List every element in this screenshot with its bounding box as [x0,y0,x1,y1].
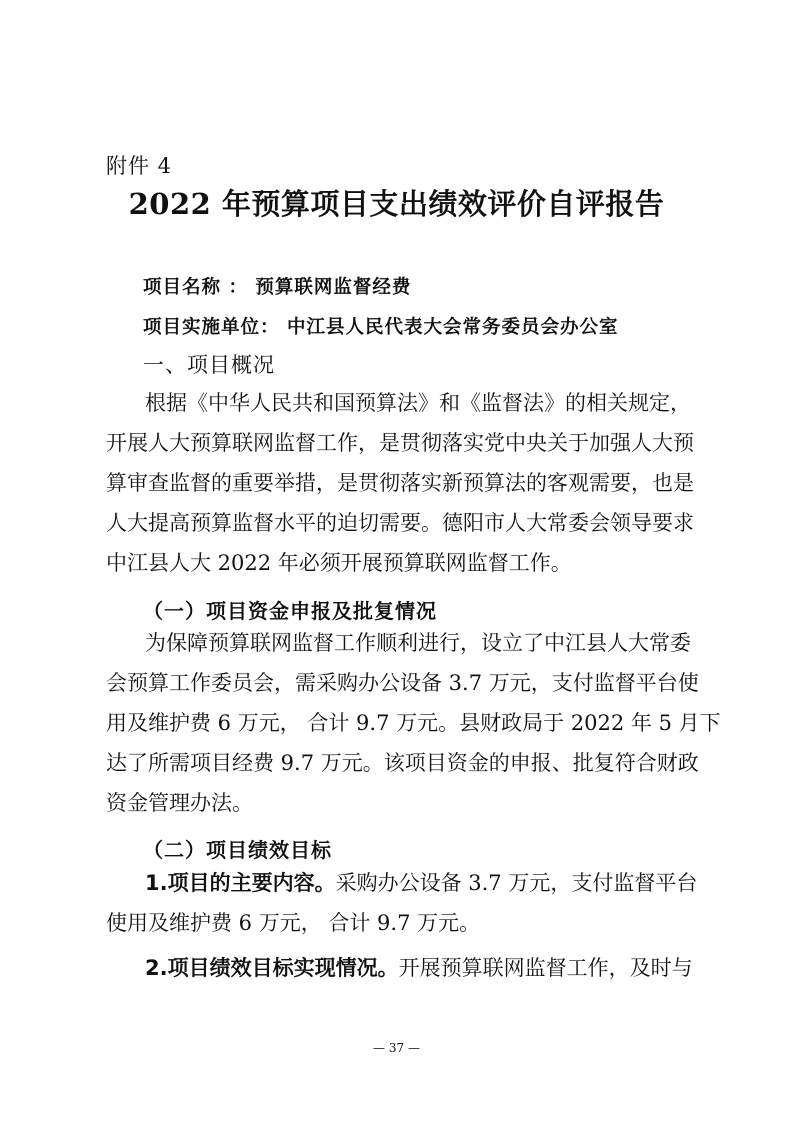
document-title: 2022 年预算项目支出绩效评价自评报告 [128,187,665,221]
paragraph-line: 中江县人大 2022 年必须开展预算联网监督工作。 [106,551,572,575]
project-unit: 项目实施单位： 中江县人民代表大会常务委员会办公室 [143,317,619,338]
item1-lead: 1.项目的主要内容。 [145,871,336,895]
paragraph-line [145,869,698,897]
paragraph-line: 人大提高预算监督水平的迫切需要。德阳市人大常委会领导要求 [106,511,694,535]
project-name: 项目名称 ： 预算联网监督经费 [143,277,412,298]
item1-rest: 采购办公设备 3.7 万元，支付监督平台 [335,871,698,895]
subsection-heading-funding: （一）项目资金申报及批复情况 [143,599,437,623]
paragraph-line: 会预算工作委员会，需采购办公设备 3.7 万元，支付监督平台使 [106,671,699,695]
section-heading-overview: 一、项目概况 [143,353,275,377]
paragraph-line: 用及维护费 6 万元， 合计 9.7 万元。县财政局于 2022 年 5 月下 [106,711,721,735]
page-number: — 37 — [373,1041,420,1055]
item2-lead: 2.项目绩效目标实现情况。 [145,956,399,980]
paragraph-line: 算审查监督的重要举措，是贯彻落实新预算法的客观需要，也是 [106,471,694,495]
paragraph-line: 开展人大预算联网监督工作，是贯彻落实党中央关于加强人大预 [106,431,694,455]
paragraph-line [145,954,693,982]
paragraph-line: 资金管理办法。 [106,791,253,815]
subsection-heading-targets: （二）项目绩效目标 [143,838,332,862]
item2-rest: 开展预算联网监督工作，及时与 [398,956,693,980]
paragraph-line: 使用及维护费 6 万元， 合计 9.7 万元。 [106,911,481,935]
paragraph-line: 根据《中华人民共和国预算法》和《监督法》的相关规定， [145,391,691,415]
attachment-label: 附件 4 [106,154,173,178]
paragraph-line: 达了所需项目经费 9.7 万元。该项目资金的申报、批复符合财政 [106,751,699,775]
paragraph-line: 为保障预算联网监督工作顺利进行，设立了中江县人大常委 [145,631,691,655]
